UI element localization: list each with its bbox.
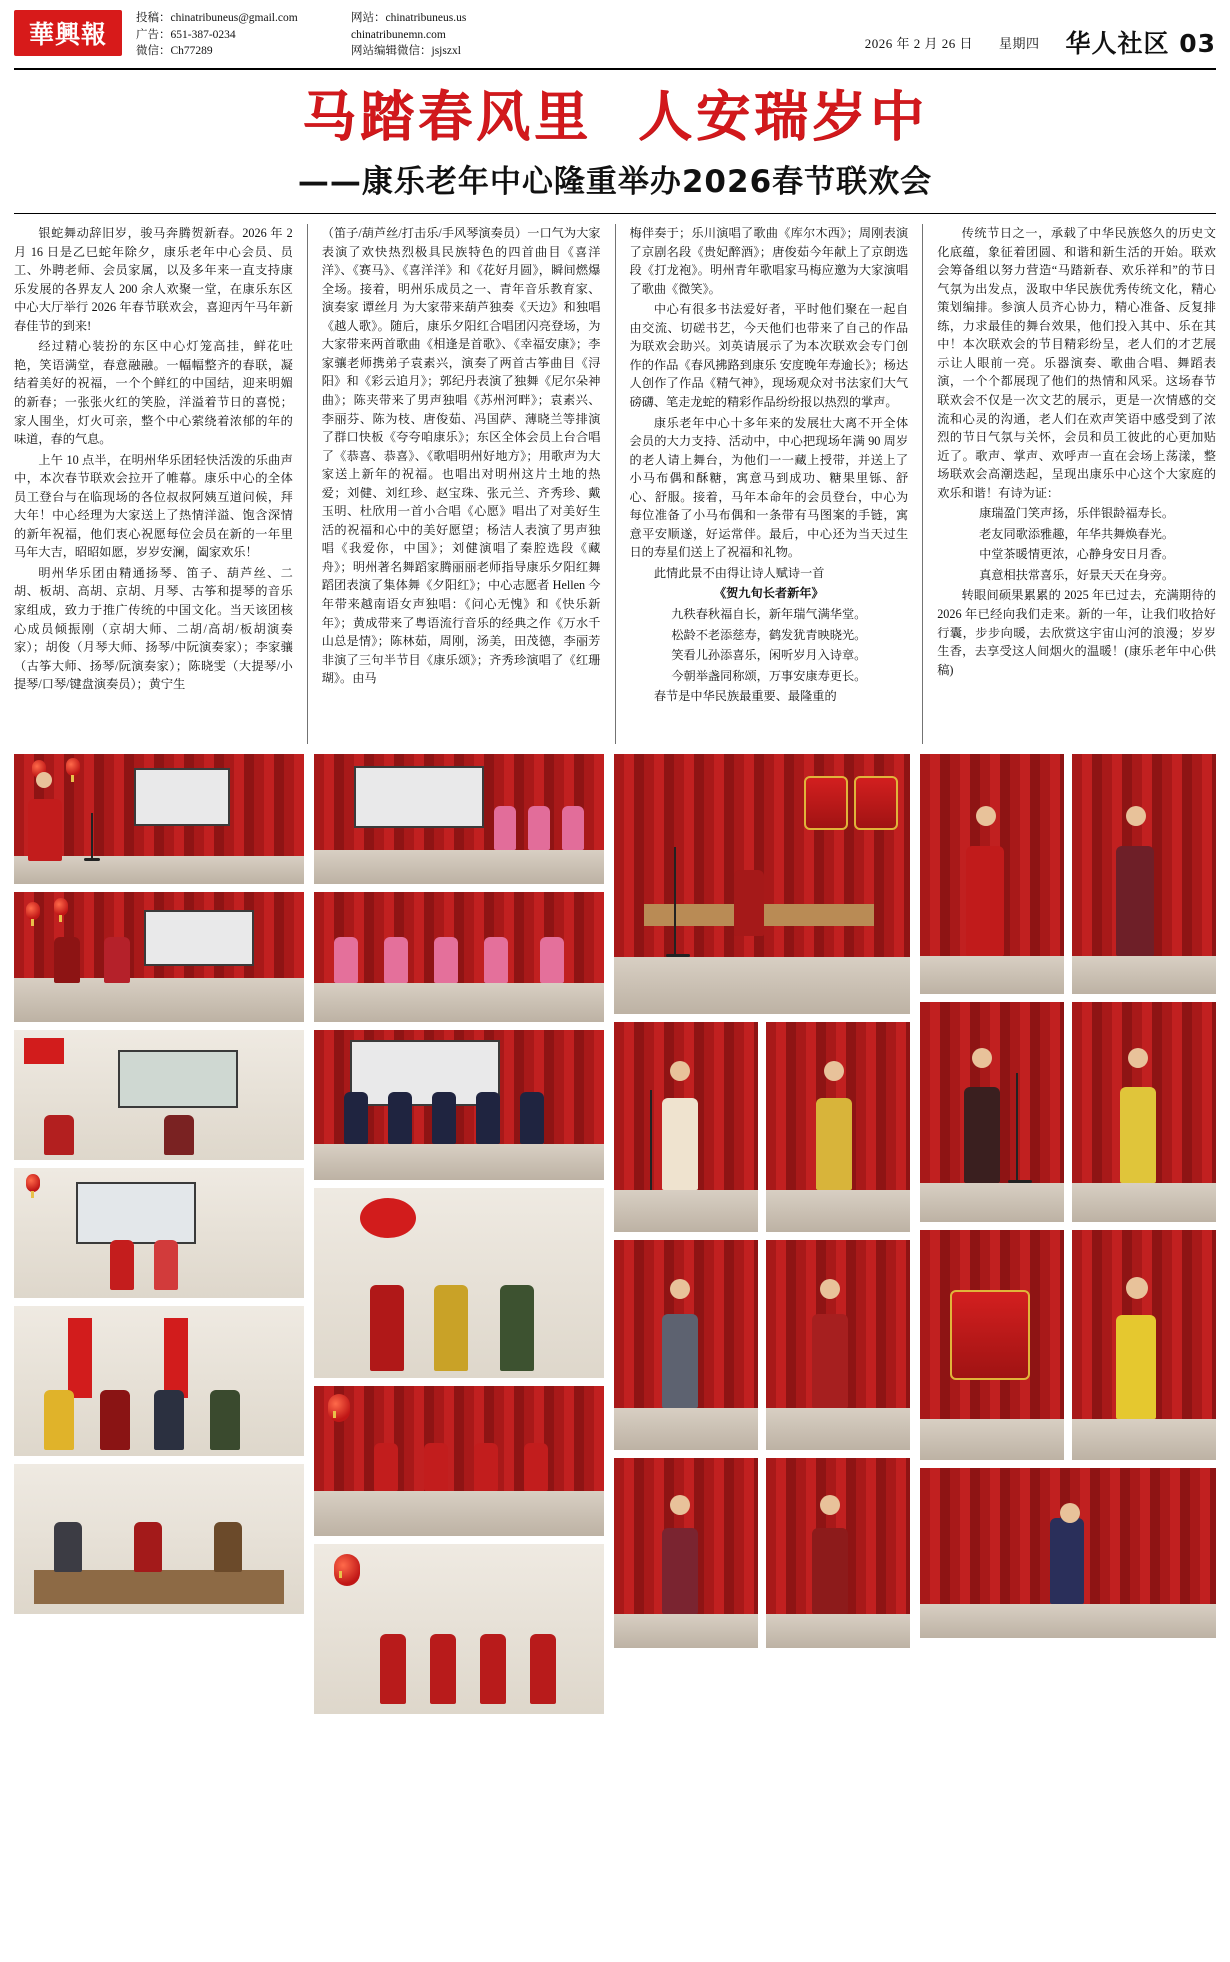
masthead-right <box>865 10 1216 60</box>
section-title: 华人社区 03 <box>1065 29 1216 58</box>
paragraph: 明州华乐团由精通扬琴、笛子、葫芦丝、二胡、板胡、高胡、京胡、月琴、古筝和提琴的音乐家组成，致力于推广传统的中国文化。当天该团核心成员倾振刚（京胡大师、二胡/高胡/板胡演奏家）；胡俊（月琴大师、扬琴/中阮演奏家）；李家骧（古筝大师、扬琴/阮演奏家）；陈晓雯（大提琴/小提琴/口琴/键盘演奏员）；黄宁生 <box>14 565 293 692</box>
photo <box>1072 754 1216 994</box>
photo <box>766 1240 910 1450</box>
masthead <box>14 10 1216 70</box>
paragraph: 传统节日之一，承载了中华民族悠久的历史文化底蕴，象征着团圆、和谐和新生活的开始。联欢会筹备组以努力营造“马踏新春、欢乐祥和”的节日气氛为出发点，汲取中华民族优秀传统文化，精心策划编排。参演人员齐心协力，精心准备、反复排练，力求最佳的舞台效果，他们投入其中、乐在其中！本次联欢会的节目精彩纷呈，老人们的才艺展示让人眼前一亮。乐器演奏、歌曲合唱、舞蹈表演，一个个都展现了他们的热情和风采。这场春节联欢会不仅是一次文艺的展示，更是一次情感的交流和心灵的沟通，老人们在欢声笑语中感受到了浓烈的节日气氛与关怀，会员和员工彼此的心更加贴近了。歌声、掌声、欢呼声一直在会场上荡漾，整场联欢会高潮迭起，呈现出康乐中心这个大家庭的欢乐和谐！有诗为证： <box>937 226 1216 500</box>
column-divider <box>307 224 308 744</box>
poem-line: 中堂茶暖情更浓，心静身安日月香。 <box>979 547 1175 562</box>
photo <box>920 1230 1064 1460</box>
headline-right: 人安瑞岁中 <box>638 85 928 148</box>
website-2: chinatribunemn.com <box>351 28 446 41</box>
photo <box>920 1002 1064 1222</box>
paragraph: （笛子/葫芦丝/打击乐/手风琴演奏员）一口气为大家表演了欢快热烈极具民族特色的四首曲目《喜洋洋》、《赛马》、《喜洋洋》和《花好月圆》，瞬间燃爆全场。接着，明州乐成员之一、青年音乐教育家、演奏家 谭丝月 为大家带来葫芦独奏《天边》和独唱《越人歌》。随后，康乐夕阳红合唱团闪亮登场，为大家带来两首歌曲《相逢是首歌》、《幸福安康》；李家骧老师携弟子袁素兴，演奏了两首古筝曲目《浔阳》和《彩云追月》；郭纪丹表演了独舞《尼尔朵神曲》；陈夹带来了男声独唱《苏州河畔》；袁素兴、李丽芬、陈为枝、唐俊茹、冯国萨、薄晓兰等排演了群口快板《夸夸咱康乐》；东区全体会员上台合唱了《恭喜、恭喜》、《歌唱明州好地方》；用歌声为大家送上新年的祝福。也唱出对明州这片土地的热爱；刘健、刘红珍、赵宝珠、张元兰、齐秀珍、戴玉明、杜欣用一首小合唱《心愿》唱出了对美好生活的祝福和心中的美好愿望；杨洁人表演了男声独唱《我爱你，中国》；刘健演唱了秦腔选段《藏舟》；明州著名舞蹈家腾丽丽老师指导康乐夕阳红舞蹈团表演了集体舞《夕阳红》；中心志愿者 Hellen 今年带来越南语女声独唱：《问心无愧》和《快乐新年》；黄成带来了粤语流行音乐的经典之作《万水千山总是情》；陈林茹，周刚，汤美，田茂德，李丽芳非演了三句半节目《康乐颂》；齐秀珍演唱了《红珊瑚》。由马 <box>321 226 601 686</box>
paragraph: 经过精心装扮的东区中心灯笼高挂，鲜花吐艳，笑语满堂，春意融融。一幅幅整齐的春联，凝结着美好的祝福，一个个鲜红的中国结，迎来明媚的新春；一张张火红的笑脸，洋溢着节日的喜悦；家人围坐，灯火可亲，整个中心萦绕着浓郁的年的味道，春的气息。 <box>14 339 293 447</box>
poem-line: 今朝举盏同称颂，万事安康寿更长。 <box>671 668 867 683</box>
photo-column-2 <box>314 754 604 1714</box>
photo <box>766 1458 910 1648</box>
photo <box>314 1030 604 1180</box>
paragraph: 上午 10 点半，在明州华乐团轻快活泼的乐曲声中，本次春节联欢会拉开了帷幕。康乐中心的全体员工登台与在临现场的各位叔叔阿姨互道问候，拜大年！中心经理为大家送上了热情洋溢、饱含深情的新年祝福，他们衷心祝愿每位会员在新的一年里马年大吉，昭昭如愿，岁岁安澜，阖家欢乐！ <box>14 452 293 560</box>
photo <box>14 1168 304 1298</box>
submissions-email: 投稿：chinatribuneus@gmail.com <box>136 12 298 24</box>
article-column-3 <box>629 224 908 744</box>
photo <box>1072 1230 1216 1460</box>
column-divider <box>615 224 616 744</box>
poem-title: 《贺九旬长者新年》 <box>714 586 824 601</box>
poem-line: 九秩春秋福自长，新年瑞气满华堂。 <box>671 607 867 622</box>
photo-column-1 <box>14 754 304 1714</box>
contact-block <box>136 10 611 60</box>
photo <box>614 1458 758 1648</box>
article-body <box>14 224 1216 744</box>
poem-line: 康瑞盈门笑声扬，乐伴银龄福寿长。 <box>979 506 1175 521</box>
page-title <box>14 86 1216 148</box>
photo <box>14 892 304 1022</box>
column-divider <box>922 224 923 744</box>
paragraph: 此情此景不由得让诗人赋诗一首 <box>653 565 825 580</box>
newspaper-logo: 華興報 <box>14 10 122 56</box>
article-column-4 <box>937 224 1216 744</box>
photo <box>14 1306 304 1456</box>
photo <box>314 892 604 1022</box>
page-subtitle: ——康乐老年中心隆重举办2026春节联欢会 <box>297 164 933 201</box>
photo <box>314 1188 604 1378</box>
paragraph: 康乐老年中心十多年来的发展壮大离不开全体会员的大力支持、活动中，中心把现场年满 90 周岁的老人请上舞台，为他们一一藏上授带，并送上了小马布偶和酥糖，寓意马到成功、糖果里铄、舒心、舒服。接着，马年本命年的会员登台，中心为每位准备了小马布偶和一条带有马图案的手链，寓意平安顺遂，好运常伴。最后，中心还为当天过生日的寿星们送上了祝福和礼物。 <box>629 415 909 560</box>
ads-phone: 广告：651-387-0234 <box>136 28 236 41</box>
photo <box>14 754 304 884</box>
photo <box>314 754 604 884</box>
photo-column-4 <box>920 754 1216 1714</box>
photo <box>314 1386 604 1536</box>
photo <box>614 754 910 1014</box>
photo <box>920 1468 1216 1638</box>
photo <box>14 1464 304 1614</box>
poem-line: 真意相扶常喜乐，好景天天在身旁。 <box>979 567 1175 582</box>
editor-wechat: 网站编辑微信：jsjszxl <box>351 45 461 58</box>
issue-date: 2026 年 2 月 26 日 <box>864 35 973 51</box>
photo <box>14 1030 304 1160</box>
photo <box>614 1022 758 1232</box>
website-1: 网站：chinatribuneus.us <box>351 12 467 24</box>
headline-block <box>14 86 1216 201</box>
paragraph: 梅伴奏于；乐川演唱了歌曲《库尔木西》；周刚表演了京剧名段《贵妃醉酒》；唐俊茹今年献上了京朗选段《打龙袍》。明州青年歌唱家马梅应邀为大家演唱了歌曲《微笑》。 <box>629 226 909 296</box>
article-column-1 <box>14 224 293 744</box>
article-column-2 <box>322 224 601 744</box>
photo <box>614 1240 758 1450</box>
photo <box>314 1544 604 1714</box>
paragraph: 春节是中华民族最重要、最隆重的 <box>653 689 837 704</box>
poem-line: 笑看儿孙添喜乐，闲听岁月入诗章。 <box>671 648 867 663</box>
paragraph: 中心有很多书法爱好者，平时他们聚在一起自由交流、切磋书艺，今天他们也带来了自己的作品为联欢会助兴。刘英请展示了为本次联欢会专门创作的作品《春风拂路到康乐 安度晚年寿逾长》；杨达人创作了作品《精气神》，现场观众对书法家们大气磅礴、笔走龙蛇的精彩作品纷纷报以热烈的掌声。 <box>629 302 909 410</box>
photo-gallery <box>14 754 1216 1714</box>
photo <box>920 754 1064 994</box>
poem-line: 松龄不老添慈寿，鹤发犹青映晓光。 <box>671 627 867 642</box>
issue-weekday: 星期四 <box>998 35 1040 51</box>
poem-line: 老友同歌添雅趣，年华共舞焕春光。 <box>979 526 1175 541</box>
headline-left: 马踏春风里 <box>302 85 592 148</box>
photo <box>766 1022 910 1232</box>
photo-column-3 <box>614 754 910 1714</box>
wechat-id: 微信：Ch77289 <box>136 45 213 58</box>
paragraph: 银蛇舞动辞旧岁，骏马奔腾贺新春。2026 年 2 月 16 日是乙巳蛇年除夕，康乐老年中心会员、员工、外聘老师、会员家属，以及多年来一直支持康乐发展的各界友人 200 余人欢聚一堂，在康乐东区中心大厅举行 2026 年春节联欢会，喜迎丙午马年新春佳节的到来! <box>14 226 293 333</box>
photo <box>1072 1002 1216 1222</box>
divider <box>14 213 1216 214</box>
paragraph: 转眼间硕果累累的 2025 年已过去，充满期待的 2026 年已经向我们走来。新的一年，让我们收拾好行囊，步步向暖，去欣赏这宇宙山河的浪漫；岁岁生香，去享受这人间烟火的温暖！(康乐老年中心供稿) <box>937 588 1216 677</box>
